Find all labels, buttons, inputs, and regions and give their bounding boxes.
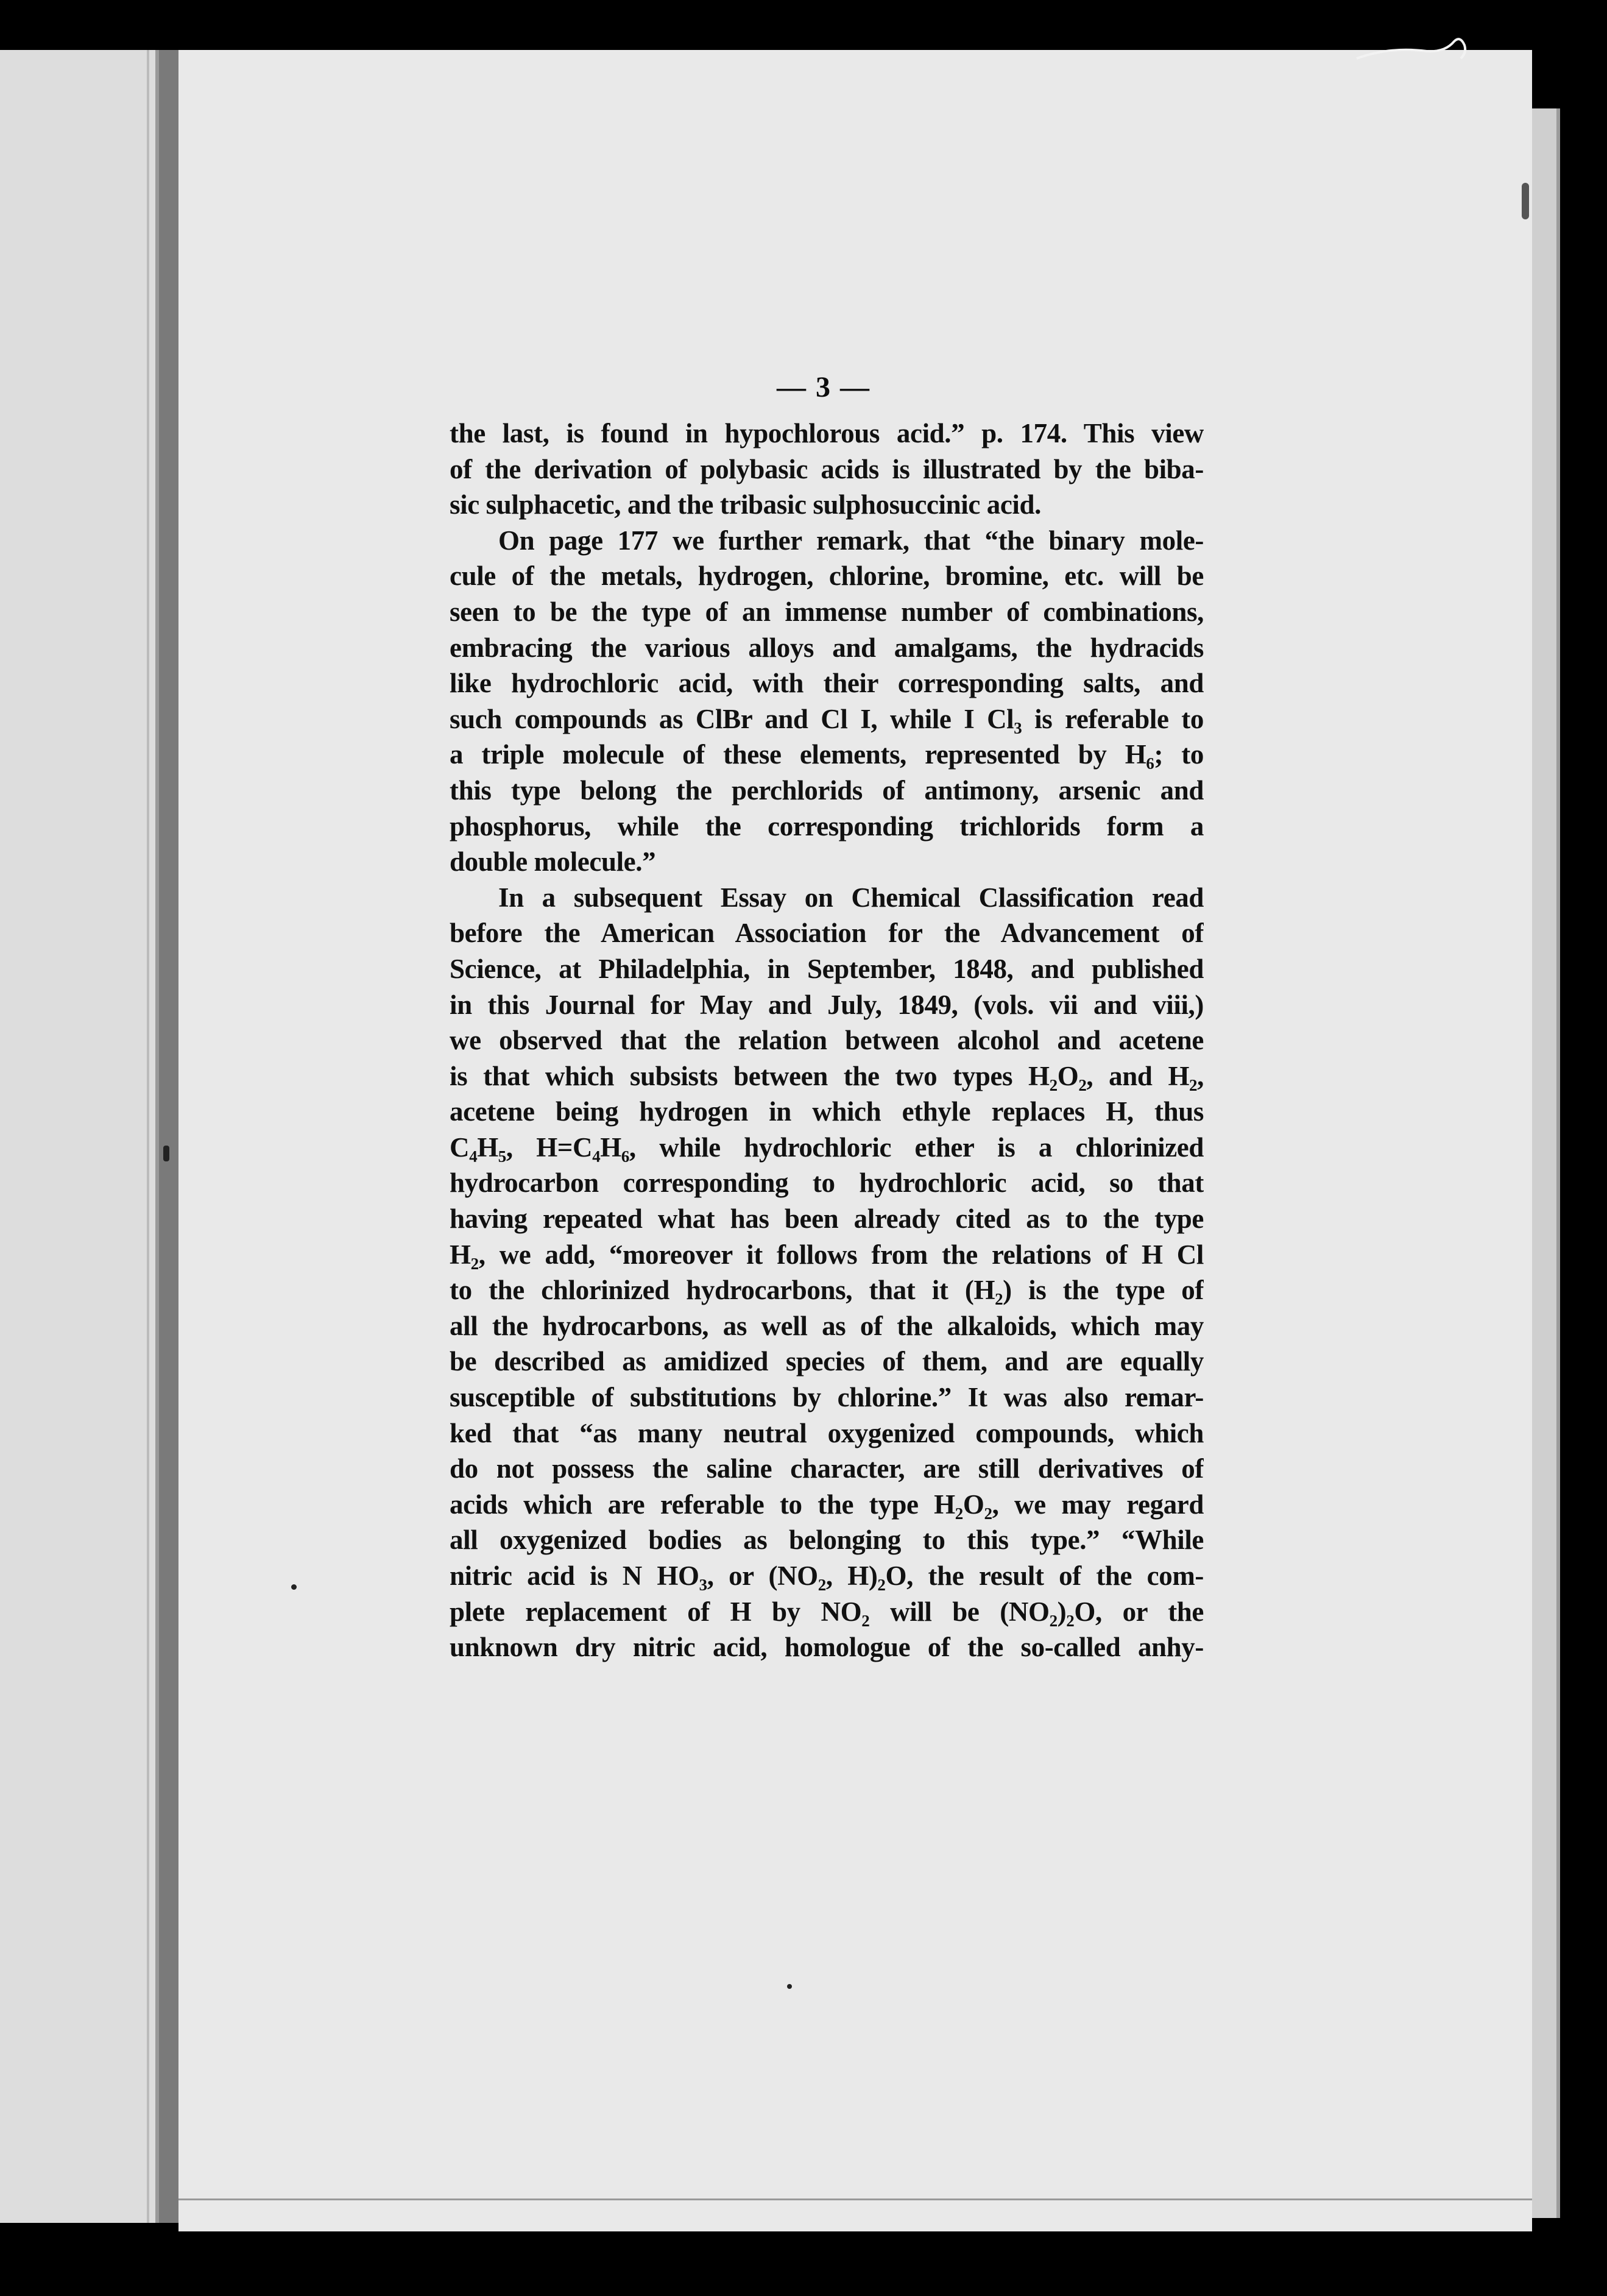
page-edge-line (1556, 108, 1560, 2218)
text-line: acetene being hydrogen in which ethyle replaces H, thus (450, 1096, 1204, 1127)
left-page-edge (0, 50, 159, 2223)
text-line: H₂, we add, “moreover it follows from the relations of H Cl (450, 1239, 1204, 1270)
text-line: a triple molecule of these elements, represented by H₆; to (450, 739, 1204, 770)
text-line: all oxygenized bodies as belonging to this type.” “While (450, 1525, 1204, 1556)
margin-speck (163, 1146, 169, 1161)
text-line: like hydrochloric acid, with their corresponding salts, and (450, 668, 1204, 699)
text-line: cule of the metals, hydrogen, chlorine, bromine, etc. will be (450, 561, 1204, 592)
text-line: in this Journal for May and July, 1849, (vols. vii and viii,) (450, 989, 1204, 1020)
text-line: be described as amidized species of them, and are equally (450, 1346, 1204, 1377)
text-line: ked that “as many neutral oxygenized compounds, which (450, 1417, 1204, 1448)
text-line: Science, at Philadelphia, in September, 1848, and published (450, 953, 1204, 984)
text-line: all the hydrocarbons, as well as of the alkaloids, which may (450, 1310, 1204, 1341)
text-line: the last, is found in hypochlorous acid.” p. 174. This view (450, 418, 1204, 448)
edge-speck (1522, 183, 1529, 219)
text-line: phosphorus, while the corresponding trichlorids form a (450, 810, 1204, 842)
text-line: this type belong the perchlorids of antimony, arsenic and (450, 774, 1204, 806)
corner-pencil-mark (1354, 34, 1469, 71)
text-line: of the derivation of polybasic acids is illustrated by the biba- (450, 453, 1204, 484)
book-gutter (159, 50, 178, 2223)
text-line: to the chlorinized hydrocarbons, that it (H₂) is the type of (450, 1275, 1204, 1306)
page-dot (787, 1984, 792, 1989)
text-line: before the American Association for the Advancement of (450, 918, 1204, 949)
left-page-fold (147, 50, 149, 2223)
text-line: is that which subsists between the two types H₂O₂, and H₂, (450, 1060, 1204, 1091)
page-number: — 3 — (777, 371, 871, 403)
page-bottom-edge (178, 2199, 1532, 2200)
text-line: seen to be the type of an immense number of combinations, (450, 596, 1204, 627)
text-line: we observed that the relation between alcohol and acetene (450, 1025, 1204, 1056)
text-line: C₄H₅, H=C₄H₆, while hydrochloric ether is a chlorinized (450, 1132, 1204, 1163)
text-line: nitric acid is N HO₃, or (NO₂, H)₂O, the result of the com- (450, 1561, 1204, 1591)
text-line: plete replacement of H by NO₂ will be (NO₂)₂O, or the (450, 1596, 1204, 1627)
text-line: In a subsequent Essay on Chemical Classification read (498, 882, 1204, 913)
text-line: susceptible of substitutions by chlorine.” It was also remar- (450, 1382, 1204, 1413)
body-text (450, 416, 1204, 1665)
text-line: such compounds as ClBr and Cl I, while I Cl₃ is referable to (450, 703, 1204, 734)
margin-dot (291, 1584, 297, 1590)
text-line: double molecule.” (450, 846, 656, 877)
text-line: do not possess the saline character, are still derivatives of (450, 1453, 1204, 1484)
text-line: embracing the various alloys and amalgams, the hydracids (450, 632, 1204, 663)
text-line: having repeated what has been already cited as to the type (450, 1203, 1204, 1235)
text-line: acids which are referable to the type H₂O₂, we may regard (450, 1489, 1204, 1520)
text-line: sic sulphacetic, and the tribasic sulphosuccinic acid. (450, 489, 1041, 520)
text-line: unknown dry nitric acid, homologue of the so-called anhy- (450, 1632, 1204, 1663)
page-stack-edge (1532, 108, 1556, 2218)
text-line: hydrocarbon corresponding to hydrochloric acid, so that (450, 1167, 1204, 1199)
text-line: On page 177 we further remark, that “the binary mole- (498, 525, 1204, 556)
